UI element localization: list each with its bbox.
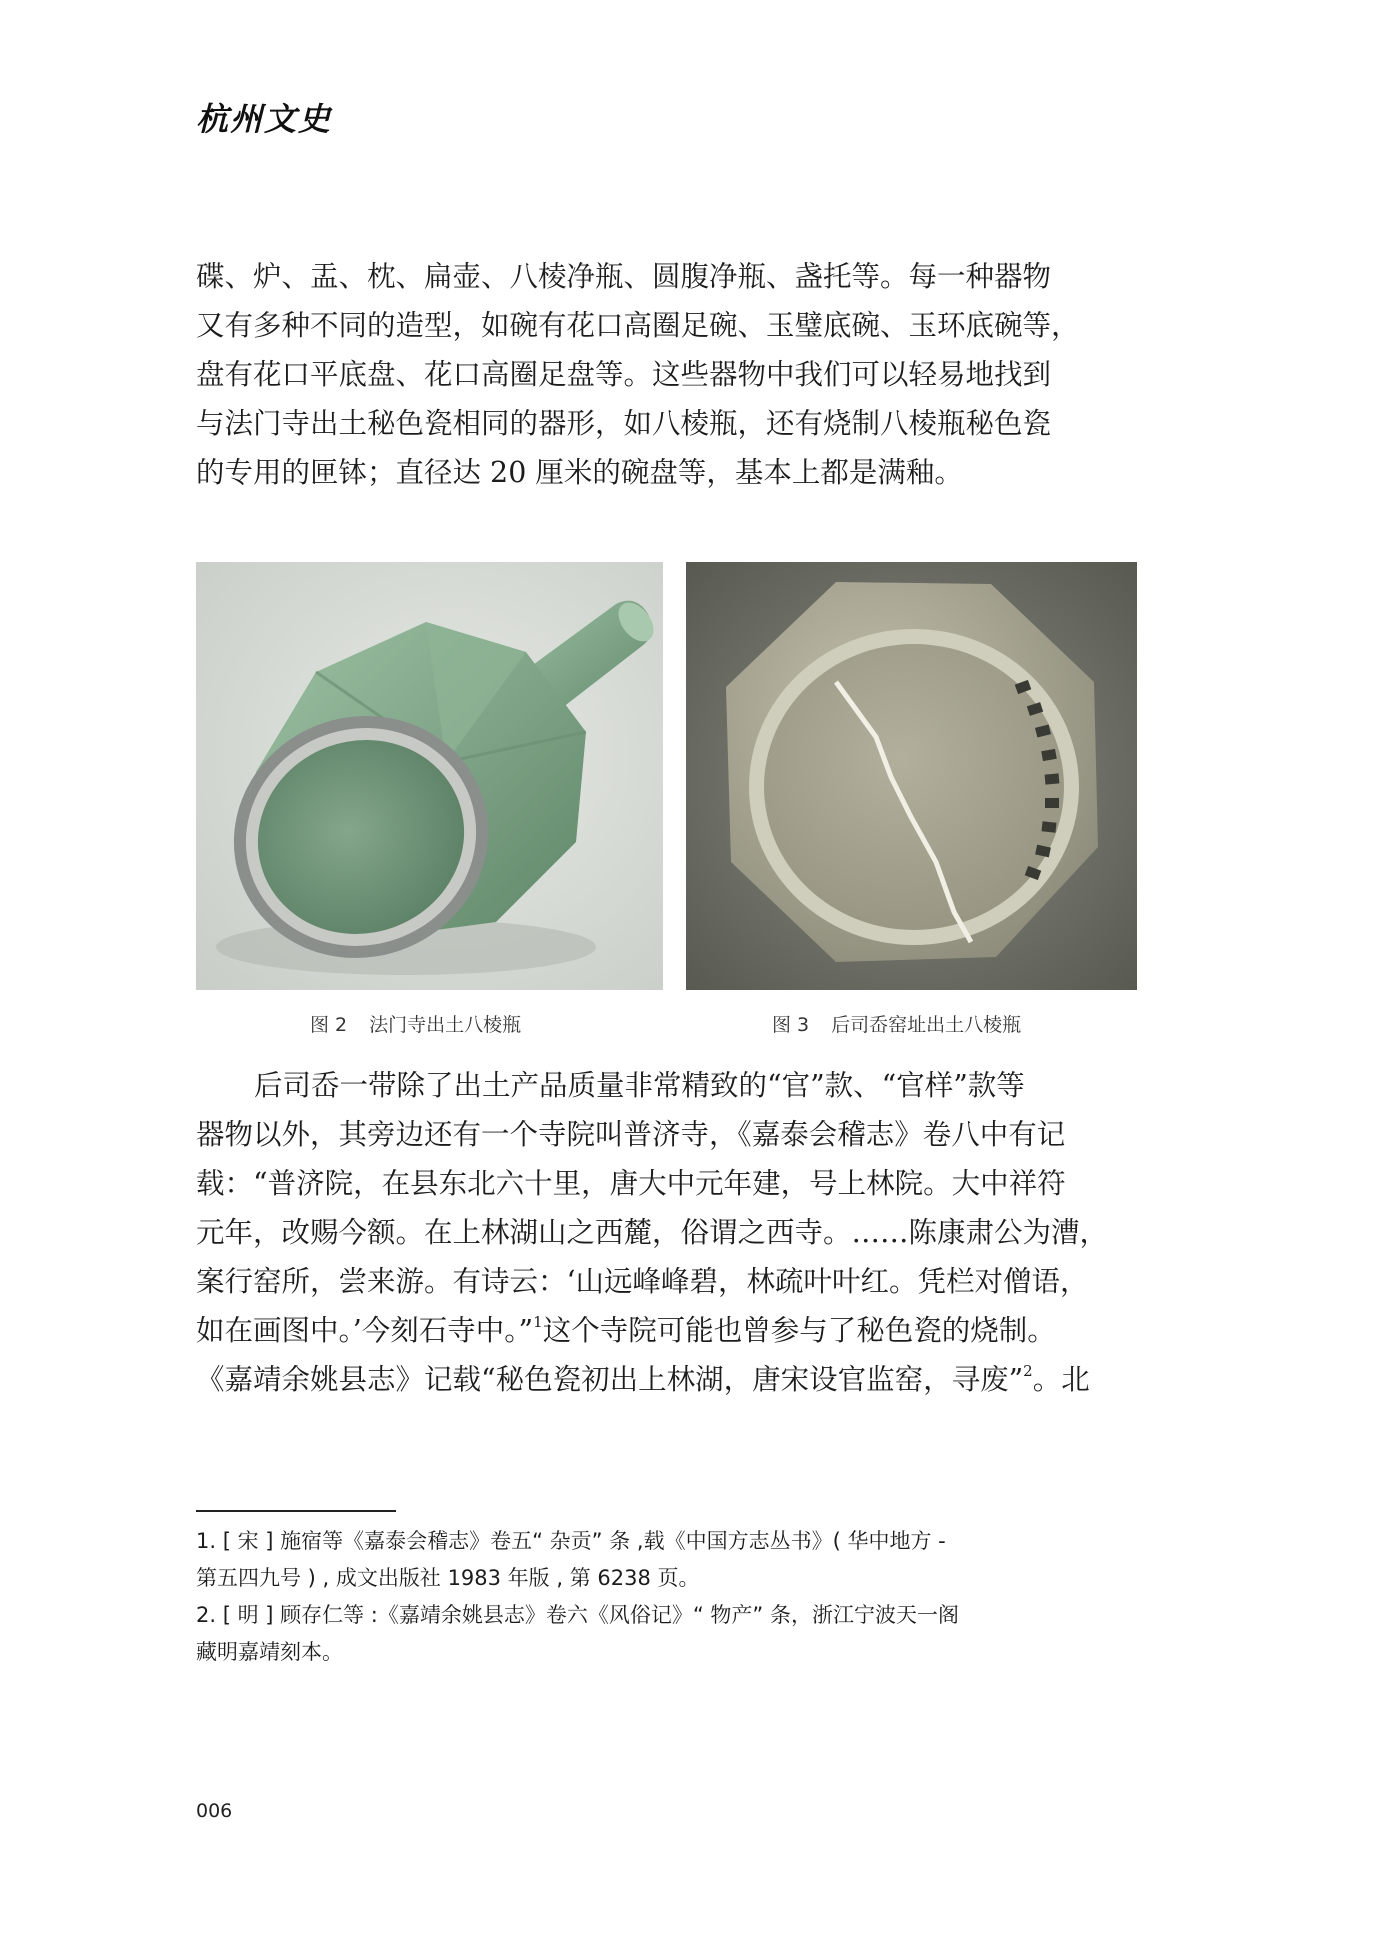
paragraph-2 (196, 1061, 1136, 1404)
running-head (196, 98, 336, 140)
footnote-ref-1[interactable]: 1 (533, 1313, 543, 1331)
footnote-divider (196, 1510, 396, 1512)
text-line: 碟、炉、盂、枕、扁壶、八棱净瓶、圆腹净瓶、盏托等。每一种器物 (196, 260, 1052, 293)
figure-2-photo (196, 562, 663, 990)
footnote-2 (196, 1597, 1136, 1671)
text-line: 盘有花口平底盘、花口高圈足盘等。这些器物中我们可以轻易地找到 (196, 358, 1052, 391)
text-segment: 《嘉靖余姚县志》记载“秘色瓷初出上林湖，唐宋设官监窑，寻废” (196, 1363, 1024, 1396)
green-octagonal-bottle-photo (196, 562, 663, 990)
footnote-line: 藏明嘉靖刻本。 (196, 1640, 343, 1664)
text-segment: 如在画图中。’今刻石寺中。” (196, 1314, 534, 1347)
text-line: 后司岙一带除了出土产品质量非常精致的“官”款、“官样”款等 (254, 1069, 1025, 1102)
footnote-ref-2[interactable]: 2 (1023, 1362, 1033, 1380)
text-segment: 这个寺院可能也曾参与了秘色瓷的烧制。 (542, 1314, 1056, 1347)
footnote-line: 1. [ 宋 ] 施宿等《嘉泰会稽志》卷五“ 杂贡” 条 ,载《中国方志丛书》( 华中地方 - (196, 1529, 946, 1553)
figure-3-number: 图 3 (772, 1014, 810, 1036)
grey-octagonal-bottle-base-photo (686, 562, 1137, 990)
text-line: 元年，改赐今额。在上林湖山之西麓，俗谓之西寺。……陈康肃公为漕， (196, 1216, 1109, 1249)
figure-2-number: 图 2 (310, 1014, 348, 1036)
text-line: 与法门寺出土秘色瓷相同的器形，如八棱瓶，还有烧制八棱瓶秘色瓷 (196, 407, 1052, 440)
text-line: 器物以外，其旁边还有一个寺院叫普济寺，《嘉泰会稽志》卷八中有记 (196, 1118, 1066, 1151)
figure-2-caption-text: 法门寺出土八棱瓶 (369, 1014, 522, 1036)
figure-3-photo (686, 562, 1137, 990)
figure-3-caption-text: 后司岙窑址出土八棱瓶 (831, 1014, 1022, 1036)
paragraph-1 (196, 252, 1136, 497)
figure-2-caption (310, 1010, 521, 1037)
text-line: 案行窑所，尝来游。有诗云：‘山远峰峰碧，林疏叶叶红。凭栏对僧语， (196, 1265, 1089, 1298)
footnote-1 (196, 1523, 1136, 1597)
text-line: 的专用的匣钵；直径达 20 厘米的碗盘等，基本上都是满釉。 (196, 456, 963, 489)
running-head-title: 杭州文史 (196, 100, 333, 138)
text-line (196, 1306, 1136, 1355)
text-line (196, 1355, 1136, 1404)
footnote-line: 2. [ 明 ] 顾存仁等 :《嘉靖余姚县志》卷六《风俗记》“ 物产” 条，浙江宁波天一阁 (196, 1603, 959, 1627)
text-line: 载：“普济院，在县东北六十里，唐大中元年建，号上林院。大中祥符 (196, 1167, 1066, 1200)
text-segment: 。北 (1032, 1363, 1090, 1396)
footnote-line: 第五四九号 ) , 成文出版社 1983 年版 , 第 6238 页。 (196, 1566, 700, 1590)
text-line: 又有多种不同的造型，如碗有花口高圈足碗、玉璧底碗、玉环底碗等， (196, 309, 1080, 342)
footnotes (196, 1523, 1136, 1671)
page-number: 006 (196, 1800, 233, 1822)
figure-3-caption (772, 1010, 1021, 1037)
